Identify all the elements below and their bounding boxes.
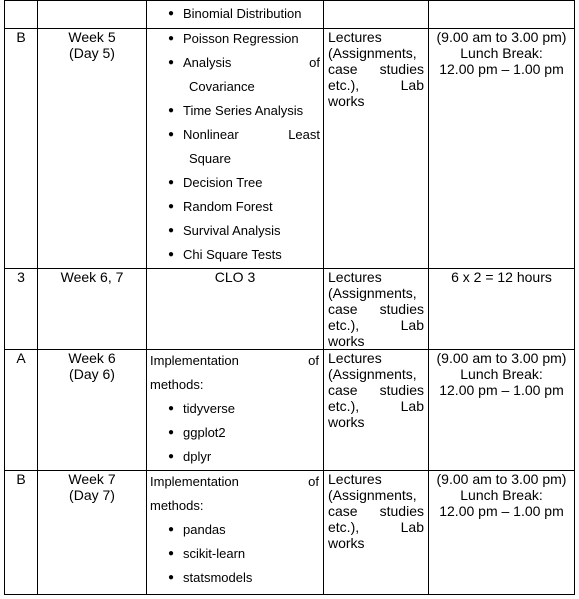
implementation-heading: Implementation of methods: [150, 353, 319, 392]
list-item: ● pandas [168, 522, 226, 537]
table-row-week5 [5, 29, 575, 269]
topic-list [147, 401, 323, 465]
topic-list [147, 31, 323, 263]
week-cell [38, 1, 147, 29]
bullet-icon: ● [168, 201, 175, 212]
time-cell [429, 1, 575, 29]
bullet-icon: ● [168, 548, 175, 559]
day-label: (Day 5) [69, 45, 115, 61]
table-row-week6 [5, 350, 575, 471]
bullet-icon: ● [168, 427, 175, 438]
code-cell: B [5, 471, 38, 595]
list-item: ● dplyr [168, 449, 212, 464]
bullet-icon: ● [168, 572, 175, 583]
list-item: ● ggplot2 [168, 425, 226, 440]
list-item: ● scikit-learn [168, 546, 246, 561]
table-row-continuation [5, 1, 575, 29]
time-cell [429, 471, 575, 595]
table-row-clo3 [5, 269, 575, 350]
bullet-icon: ● [168, 105, 175, 116]
content-cell [147, 29, 324, 269]
bullet-icon: ● [168, 57, 175, 68]
content-cell [147, 1, 324, 29]
implementation-heading: Implementation of methods: [150, 474, 319, 513]
list-item: ● Analysis of Covariance [168, 55, 320, 94]
schedule-table [4, 0, 575, 595]
bullet-icon: ● [168, 403, 175, 414]
list-item: ● Time Series Analysis [168, 103, 304, 118]
content-cell [147, 471, 324, 595]
topic-list [147, 6, 323, 22]
list-item: ● Nonlinear Least Square [168, 127, 320, 166]
lunch-label: Lunch Break: [460, 366, 543, 382]
code-cell: A [5, 350, 38, 471]
content-cell [147, 350, 324, 471]
code-cell: B [5, 29, 38, 269]
code-cell [5, 1, 38, 29]
week-cell [38, 471, 147, 595]
mode-cell [324, 29, 429, 269]
time-range: (9.00 am to 3.00 pm) [436, 350, 567, 366]
mode-cell [324, 269, 429, 350]
bullet-icon: ● [168, 451, 175, 462]
list-item: ● tidyverse [168, 401, 236, 416]
list-item: ● Decision Tree [168, 175, 263, 190]
mode-cell [324, 471, 429, 595]
time-range: (9.00 am to 3.00 pm) [436, 29, 567, 45]
week-label: Week 5 [68, 29, 116, 45]
week-cell: Week 6, 7 [38, 269, 147, 350]
week-label: Week 7 [68, 471, 116, 487]
delivery-mode: Lectures (Assignments, case studies etc.), Lab works [328, 29, 424, 109]
week-label: Week 6 [68, 350, 116, 366]
topic-list [147, 522, 323, 586]
list-item: ● Chi Square Tests [168, 247, 282, 262]
lunch-label: Lunch Break: [460, 45, 543, 61]
bullet-icon: ● [168, 129, 175, 140]
day-label: (Day 7) [69, 487, 115, 503]
bullet-icon: ● [168, 33, 175, 44]
lunch-time: 12.00 pm – 1.00 pm [439, 503, 564, 519]
list-item: ● Survival Analysis [168, 223, 281, 238]
bullet-icon: ● [168, 524, 175, 535]
bullet-icon: ● [168, 8, 175, 19]
week-cell [38, 29, 147, 269]
day-label: (Day 6) [69, 366, 115, 382]
hours-cell: 6 x 2 = 12 hours [429, 269, 575, 350]
lunch-time: 12.00 pm – 1.00 pm [439, 61, 564, 77]
list-item: ● Binomial Distribution [168, 6, 302, 21]
list-item: ● Poisson Regression [168, 31, 299, 46]
delivery-mode: Lectures (Assignments, case studies etc.), Lab works [328, 350, 424, 430]
bullet-icon: ● [168, 177, 175, 188]
list-item: ● Random Forest [168, 199, 273, 214]
clo-cell: CLO 3 [147, 269, 324, 350]
bullet-icon: ● [168, 249, 175, 260]
time-cell [429, 29, 575, 269]
lunch-label: Lunch Break: [460, 487, 543, 503]
bullet-icon: ● [168, 225, 175, 236]
week-cell [38, 350, 147, 471]
delivery-mode: Lectures (Assignments, case studies etc.), Lab works [328, 471, 424, 551]
time-range: (9.00 am to 3.00 pm) [436, 471, 567, 487]
lunch-time: 12.00 pm – 1.00 pm [439, 382, 564, 398]
mode-cell [324, 350, 429, 471]
time-cell [429, 350, 575, 471]
table-row-week7 [5, 471, 575, 595]
delivery-mode: Lectures (Assignments, case studies etc.), Lab works [328, 269, 424, 349]
code-cell: 3 [5, 269, 38, 350]
mode-cell [324, 1, 429, 29]
list-item: ● statsmodels [168, 570, 253, 585]
